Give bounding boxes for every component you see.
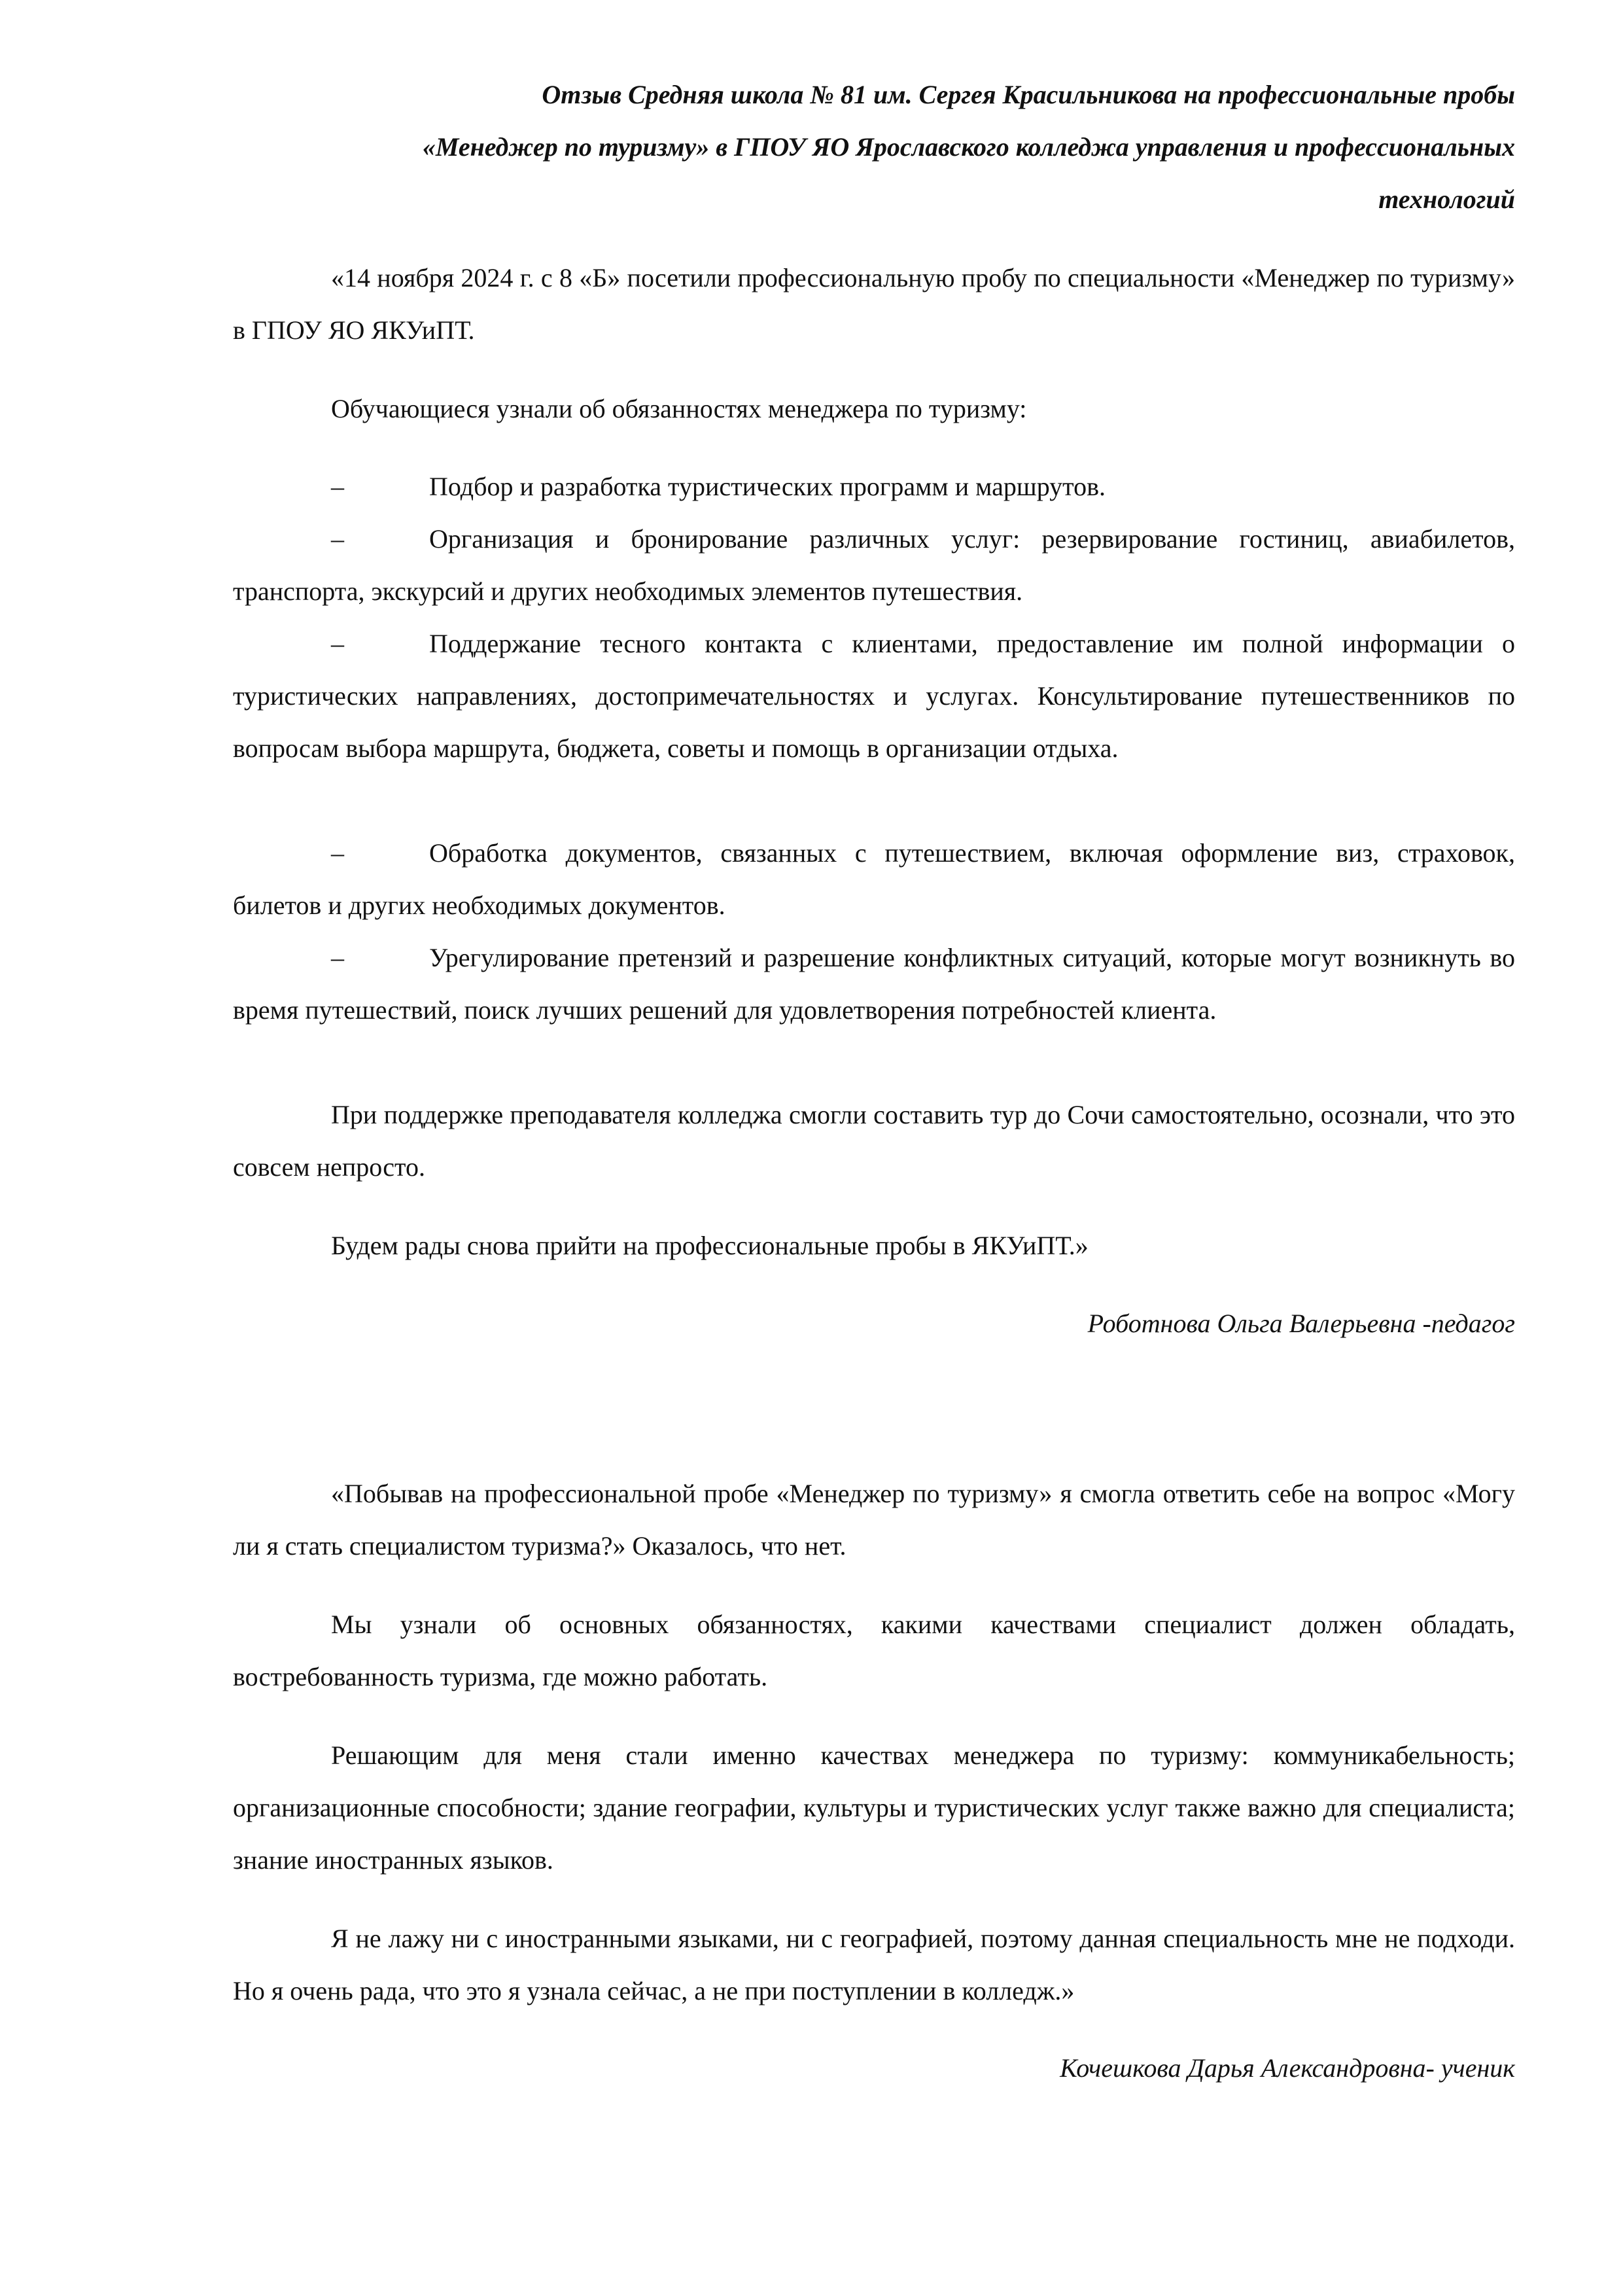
review2-paragraph: «Побывав на профессиональной пробе «Менеджер по туризму» я смогла ответить себе на вопрос «Могу ли я стать специалистом туризма?» Оказалось, что нет. <box>233 1479 1515 1561</box>
duty-item <box>233 932 1515 1036</box>
duty-item <box>233 618 1515 775</box>
duty-item <box>233 513 1515 618</box>
dash-bullet: – <box>331 943 344 972</box>
review2-paragraph: Я не лажу ни с иностранными языками, ни с географией, поэтому данная специальность мне не подходи. Но я очень рада, что это я узнала сейчас, а не при поступлении в колледж.» <box>233 1924 1515 2005</box>
document-title <box>233 69 1515 226</box>
review1-duties-intro: Обучающиеся узнали об обязанностях менеджера по туризму: <box>331 394 1027 423</box>
review2-signature: Кочешкова Дарья Александровна- ученик <box>1060 2053 1515 2083</box>
dash-bullet: – <box>331 472 344 501</box>
title-line: Отзыв Средняя школа № 81 им. Сергея Красильникова на профессиональные пробы <box>542 80 1515 109</box>
title-line: технологий <box>1378 185 1515 214</box>
review2-paragraph: Решающим для меня стали именно качествах менеджера по туризму: коммуникабельность; организационные способности; здание географии, культуры и туристических услуг также важно для специалиста; знание иностранных языков. <box>233 1740 1515 1875</box>
review2-paragraph: Мы узнали об основных обязанностях, какими качествами специалист должен обладать, востребованность туризма, где можно работать. <box>233 1610 1515 1691</box>
duty-text: Урегулирование претензий и разрешение конфликтных ситуаций, которые могут возникнуть во время путешествий, поиск лучших решений для удовлетворения потребностей клиента. <box>233 943 1515 1025</box>
duty-text: Подбор и разработка туристических программ и маршрутов. <box>429 472 1106 501</box>
title-line: «Менеджер по туризму» в ГПОУ ЯО Ярославского колледжа управления и профессиональных <box>422 132 1515 162</box>
dash-bullet: – <box>331 838 344 868</box>
review1-closing: Будем рады снова прийти на профессиональные пробы в ЯКУиПТ.» <box>331 1231 1089 1260</box>
dash-bullet: – <box>331 524 344 554</box>
review1-support: При поддержке преподавателя колледжа смогли составить тур до Сочи самостоятельно, осознали, что это совсем непросто. <box>233 1100 1515 1182</box>
duty-text: Обработка документов, связанных с путешествием, включая оформление виз, страховок, билетов и других необходимых документов. <box>233 838 1515 920</box>
review1-signature: Роботнова Ольга Валерьевна -педагог <box>1087 1309 1515 1338</box>
review1-intro: «14 ноября 2024 г. с 8 «Б» посетили профессиональную пробу по специальности «Менеджер по туризму» в ГПОУ ЯО ЯКУиПТ. <box>233 263 1515 345</box>
duty-item <box>233 461 1515 513</box>
duty-item <box>233 827 1515 932</box>
duty-text: Поддержание тесного контакта с клиентами, предоставление им полной информации о туристических направлениях, достопримечательностях и услугах. Консультирование путешественников по вопросам выбора маршрута, бюджета, советы и помощь в организации отдыха. <box>233 629 1515 763</box>
duty-text: Организация и бронирование различных услуг: резервирование гостиниц, авиабилетов, транспорта, экскурсий и других необходимых элементов путешествия. <box>233 524 1515 606</box>
dash-bullet: – <box>331 629 344 658</box>
